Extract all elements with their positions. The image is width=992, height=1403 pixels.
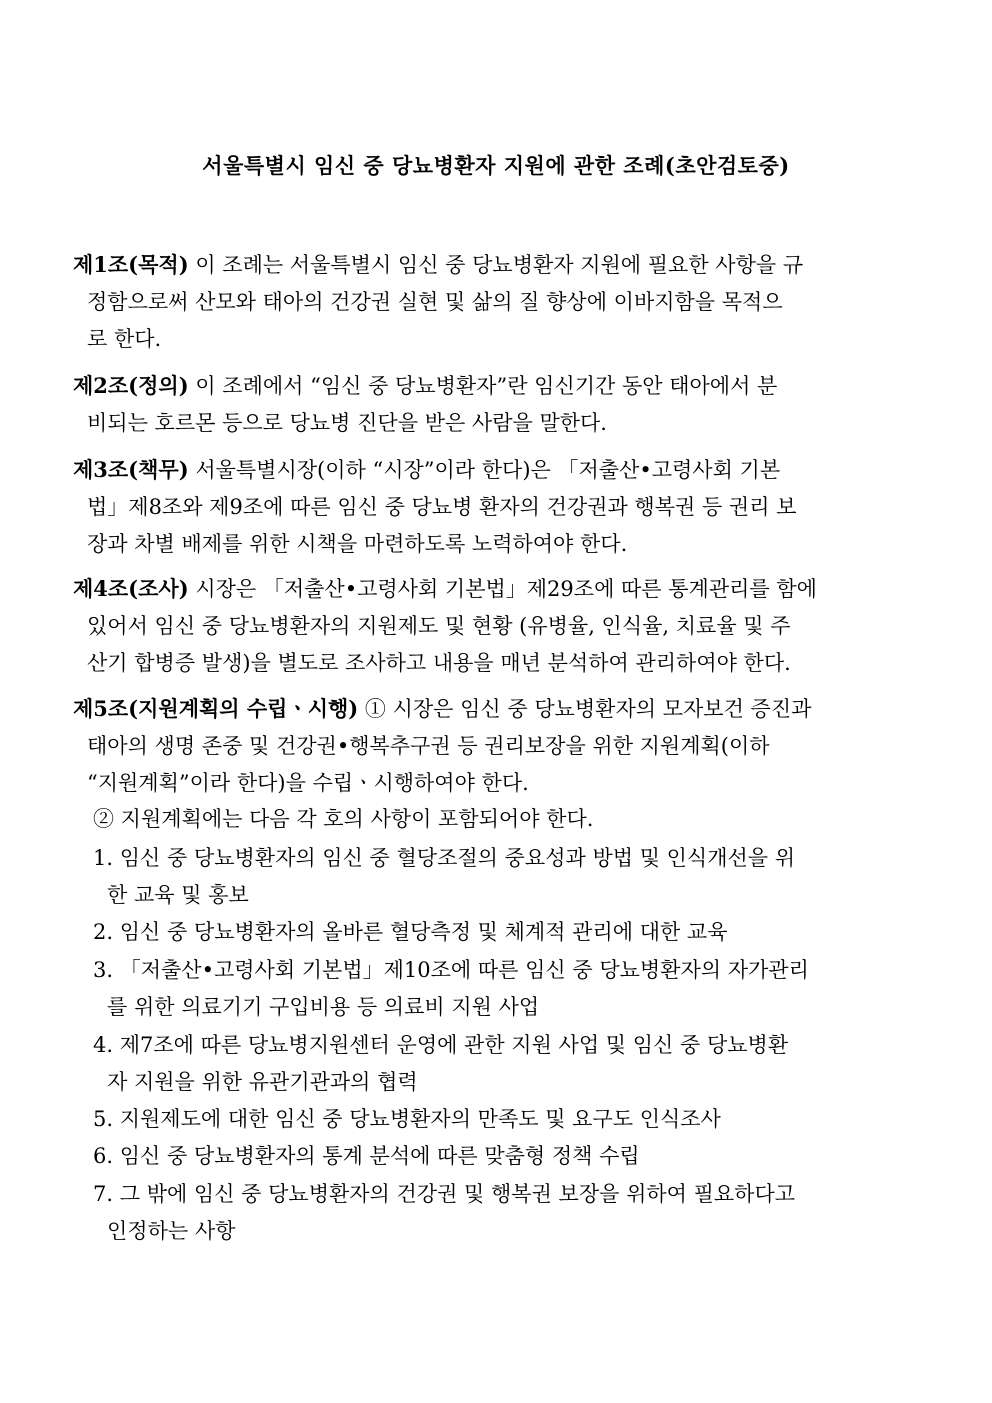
paragraph-2 bbox=[93, 801, 921, 838]
list-item-text: 1. 임신 중 당뇨병환자의 임신 중 혈당조절의 중요성과 방법 및 인식개선을 위 bbox=[93, 846, 796, 870]
article-1 bbox=[73, 246, 921, 358]
article-text: “지원계획”이라 한다)을 수립ㆍ시행하여야 한다. bbox=[87, 771, 529, 795]
article-heading: 제4조(조사) bbox=[73, 576, 189, 601]
paragraph-text: ② 지원계획에는 다음 각 호의 사항이 포함되어야 한다. bbox=[93, 807, 594, 831]
article-text: 시장은 「저출산•고령사회 기본법」제29조에 따른 통계관리를 함에 bbox=[188, 577, 817, 601]
article-text: ① 시장은 임신 중 당뇨병환자의 모자보건 증진과 bbox=[358, 697, 812, 721]
list-item bbox=[93, 1176, 921, 1250]
article-2 bbox=[73, 367, 921, 442]
article-5 bbox=[73, 690, 921, 802]
list-item bbox=[93, 952, 921, 1026]
article-3 bbox=[73, 451, 921, 563]
list-item bbox=[93, 1138, 921, 1175]
article-text: 비되는 호르몬 등으로 당뇨병 진단을 받은 사람을 말한다. bbox=[87, 411, 607, 435]
article-heading: 제5조(지원계획의 수립ㆍ시행) bbox=[73, 696, 359, 721]
list-item-text: 7. 그 밖에 임신 중 당뇨병환자의 건강권 및 행복권 보장을 위하여 필요하다고 bbox=[93, 1182, 796, 1206]
article-4 bbox=[73, 570, 921, 682]
list-item bbox=[93, 914, 921, 951]
list-item-text: 를 위한 의료기기 구입비용 등 의료비 지원 사업 bbox=[107, 995, 540, 1019]
article-text: 서울특별시장(이하 “시장”이라 한다)은 「저출산•고령사회 기본 bbox=[188, 458, 781, 482]
list-item-text: 4. 제7조에 따른 당뇨병지원센터 운영에 관한 지원 사업 및 임신 중 당뇨병환 bbox=[93, 1033, 789, 1057]
list-item bbox=[93, 1101, 921, 1138]
document-title: 서울특별시 임신 중 당뇨병환자 지원에 관한 조례(초안검토중) bbox=[202, 153, 790, 178]
list-item bbox=[93, 840, 921, 914]
article-text: 이 조례에서 “임신 중 당뇨병환자”란 임신기간 동안 태아에서 분 bbox=[188, 374, 778, 398]
article-heading: 제2조(정의) bbox=[73, 373, 189, 398]
article-text: 로 한다. bbox=[87, 327, 162, 351]
list-item bbox=[93, 1027, 921, 1101]
list-item-text: 2. 임신 중 당뇨병환자의 올바른 혈당측정 및 체계적 관리에 대한 교육 bbox=[93, 920, 728, 944]
article-text: 장과 차별 배제를 위한 시책을 마련하도록 노력하여야 한다. bbox=[87, 532, 628, 556]
list-item-text: 인정하는 사항 bbox=[107, 1219, 236, 1243]
article-text: 있어서 임신 중 당뇨병환자의 지원제도 및 현황 (유병율, 인식율, 치료율 및 주 bbox=[87, 614, 791, 638]
article-text: 태아의 생명 존중 및 건강권•행복추구권 등 권리보장을 위한 지원계획(이하 bbox=[87, 734, 770, 758]
list-item-text: 5. 지원제도에 대한 임신 중 당뇨병환자의 만족도 및 요구도 인식조사 bbox=[93, 1107, 721, 1131]
article-text: 정함으로써 산모와 태아의 건강권 실현 및 삶의 질 향상에 이바지함을 목적으 bbox=[87, 290, 783, 314]
article-text: 이 조례는 서울특별시 임신 중 당뇨병환자 지원에 필요한 사항을 규 bbox=[188, 253, 804, 277]
article-heading: 제3조(책무) bbox=[73, 457, 189, 482]
article-text: 산기 합병증 발생)을 별도로 조사하고 내용을 매년 분석하여 관리하여야 한다. bbox=[87, 651, 791, 675]
article-heading: 제1조(목적) bbox=[73, 252, 189, 277]
list-item-text: 3. 「저출산•고령사회 기본법」제10조에 따른 임신 중 당뇨병환자의 자가관리 bbox=[93, 958, 809, 982]
list-item-text: 6. 임신 중 당뇨병환자의 통계 분석에 따른 맞춤형 정책 수립 bbox=[93, 1144, 640, 1168]
list-item-text: 한 교육 및 홍보 bbox=[107, 883, 249, 907]
list-item-text: 자 지원을 위한 유관기관과의 협력 bbox=[107, 1070, 418, 1094]
article-text: 법」제8조와 제9조에 따른 임신 중 당뇨병 환자의 건강권과 행복권 등 권리 보 bbox=[87, 495, 797, 519]
